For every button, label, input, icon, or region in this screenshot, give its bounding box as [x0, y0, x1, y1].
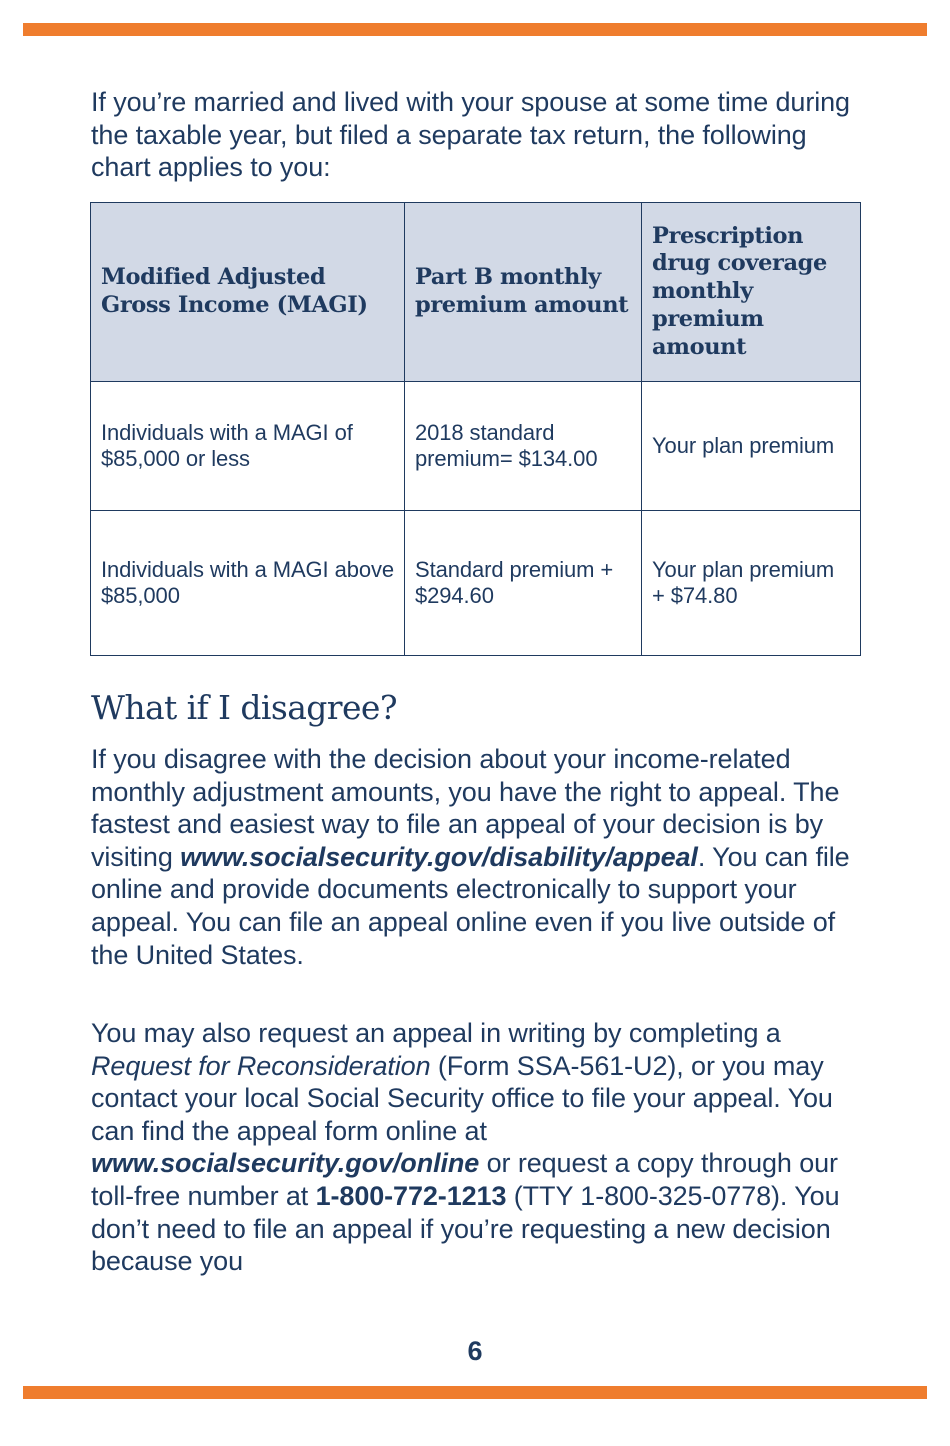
reconsideration-paragraph	[91, 1017, 871, 1278]
premium-chart-table	[90, 202, 861, 656]
table-cell: 2018 standard premium= $134.00	[405, 382, 642, 511]
top-accent-bar	[23, 23, 927, 36]
appeal-link[interactable]: www.socialsecurity.gov/disability/appeal	[180, 841, 698, 872]
table-cell: Your plan premium + $74.80	[642, 511, 861, 656]
section-title: What if I disagree?	[91, 688, 397, 727]
table-cell: Your plan premium	[642, 382, 861, 511]
online-form-link[interactable]: www.socialsecurity.gov/online	[91, 1148, 480, 1179]
table-header-row	[91, 203, 861, 382]
table-row	[91, 511, 861, 656]
paragraph-text: You may also request an appeal in writing by completing a	[91, 1018, 781, 1048]
intro-text: If you’re married and lived with your spouse at some time during the taxable year, but filed a separate tax return, the following chart applies to you:	[91, 87, 850, 183]
paragraph-text: (Form SSA-561-U2), or you may contact your local Social Security office to file your appeal. You can find the appeal form online at	[91, 1050, 833, 1146]
intro-block	[91, 86, 866, 184]
paragraph-text: or request a copy through our toll-free number at	[91, 1148, 838, 1211]
appeal-paragraph	[91, 743, 871, 971]
paragraph-text: (TTY 1-800-325-0778). You don’t need to file an appeal if you’re requesting a new decision because you	[91, 1180, 840, 1277]
table-cell: Individuals with a MAGI above $85,000	[91, 511, 405, 656]
table-row	[91, 382, 861, 511]
header-magi: Modified Adjusted Gross Income (MAGI)	[91, 203, 405, 382]
form-name: Request for Reconsideration	[91, 1050, 431, 1081]
header-part-b-premium: Part B monthly premium amount	[405, 203, 642, 382]
bottom-accent-bar	[23, 1386, 927, 1399]
paragraph-text: . You can file online and provide documents electronically to support your appeal. You can file an appeal online even if you live outside of the United States.	[91, 841, 850, 970]
header-drug-coverage-premium: Prescription drug coverage monthly premium amount	[642, 203, 861, 382]
table-cell: Standard premium + $294.60	[405, 511, 642, 656]
toll-free-number: 1-800-772-1213	[315, 1180, 507, 1211]
table-cell: Individuals with a MAGI of $85,000 or less	[91, 382, 405, 511]
paragraph-text: If you disagree with the decision about your income-related monthly adjustment amounts, you have the right to appeal. The fastest and easiest way to file an appeal of your decision is by visiting	[91, 744, 840, 872]
page-number: 6	[467, 1336, 483, 1366]
